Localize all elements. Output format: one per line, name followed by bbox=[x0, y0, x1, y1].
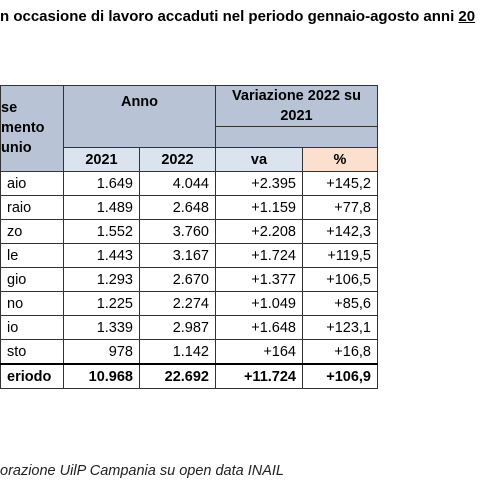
cell-pct: +106,5 bbox=[303, 268, 378, 292]
cell-pct: +142,3 bbox=[303, 220, 378, 244]
cell-va: +2.395 bbox=[216, 172, 303, 196]
cell-va: +164 bbox=[216, 340, 303, 365]
document-title bbox=[0, 8, 500, 25]
cell-va: +2.208 bbox=[216, 220, 303, 244]
variazione-group-header: Variazione 2022 su 2021 bbox=[216, 86, 378, 127]
col-va-header: va bbox=[216, 148, 303, 172]
title-text: n occasione di lavoro accaduti nel periodo gennaio-agosto anni bbox=[0, 8, 459, 25]
table-row bbox=[1, 268, 378, 292]
row-label: aio bbox=[1, 172, 64, 196]
cell-2022: 2.274 bbox=[140, 292, 216, 316]
cell-2021: 1.489 bbox=[64, 196, 140, 220]
table-row bbox=[1, 316, 378, 340]
cell-2021: 1.293 bbox=[64, 268, 140, 292]
cell-2021: 1.552 bbox=[64, 220, 140, 244]
cell-pct: +16,8 bbox=[303, 340, 378, 365]
cell-2021: 1.225 bbox=[64, 292, 140, 316]
cell-va: +1.724 bbox=[216, 244, 303, 268]
cell-2021: 1.649 bbox=[64, 172, 140, 196]
cell-2022: 2.648 bbox=[140, 196, 216, 220]
cell-2021: 1.443 bbox=[64, 244, 140, 268]
cell-2022: 3.760 bbox=[140, 220, 216, 244]
row-label-header: se mento unio bbox=[1, 86, 64, 172]
cell-pct: +123,1 bbox=[303, 316, 378, 340]
cell-pct: +119,5 bbox=[303, 244, 378, 268]
cell-pct: +77,8 bbox=[303, 196, 378, 220]
cell-2021: 978 bbox=[64, 340, 140, 365]
cell-2022: 1.142 bbox=[140, 340, 216, 365]
table-row bbox=[1, 172, 378, 196]
total-va: +11.724 bbox=[216, 364, 303, 389]
total-label: eriodo bbox=[1, 364, 64, 389]
cell-va: +1.049 bbox=[216, 292, 303, 316]
cell-2022: 3.167 bbox=[140, 244, 216, 268]
cell-va: +1.159 bbox=[216, 196, 303, 220]
total-2021: 10.968 bbox=[64, 364, 140, 389]
col-2021-header: 2021 bbox=[64, 148, 140, 172]
cell-va: +1.648 bbox=[216, 316, 303, 340]
anno-group-header: Anno bbox=[64, 86, 216, 148]
variazione-spacer bbox=[216, 127, 378, 148]
total-pct: +106,9 bbox=[303, 364, 378, 389]
row-label: no bbox=[1, 292, 64, 316]
table-row bbox=[1, 220, 378, 244]
cell-2022: 2.670 bbox=[140, 268, 216, 292]
title-year-fragment: 20 bbox=[458, 8, 476, 25]
total-row bbox=[1, 364, 378, 389]
row-label: io bbox=[1, 316, 64, 340]
cell-2022: 2.987 bbox=[140, 316, 216, 340]
cell-2021: 1.339 bbox=[64, 316, 140, 340]
table-row bbox=[1, 340, 378, 365]
table-row bbox=[1, 196, 378, 220]
cell-va: +1.377 bbox=[216, 268, 303, 292]
source-note: orazione UilP Campania su open data INAIL bbox=[0, 463, 284, 479]
row-label: sto bbox=[1, 340, 64, 365]
row-label: le bbox=[1, 244, 64, 268]
col-pct-header: % bbox=[303, 148, 378, 172]
cell-pct: +85,6 bbox=[303, 292, 378, 316]
row-label: gio bbox=[1, 268, 64, 292]
col-2022-header: 2022 bbox=[140, 148, 216, 172]
table-row bbox=[1, 244, 378, 268]
total-2022: 22.692 bbox=[140, 364, 216, 389]
table-row bbox=[1, 292, 378, 316]
cell-2022: 4.044 bbox=[140, 172, 216, 196]
accidents-table bbox=[0, 85, 378, 389]
row-label: raio bbox=[1, 196, 64, 220]
cell-pct: +145,2 bbox=[303, 172, 378, 196]
row-label: zo bbox=[1, 220, 64, 244]
